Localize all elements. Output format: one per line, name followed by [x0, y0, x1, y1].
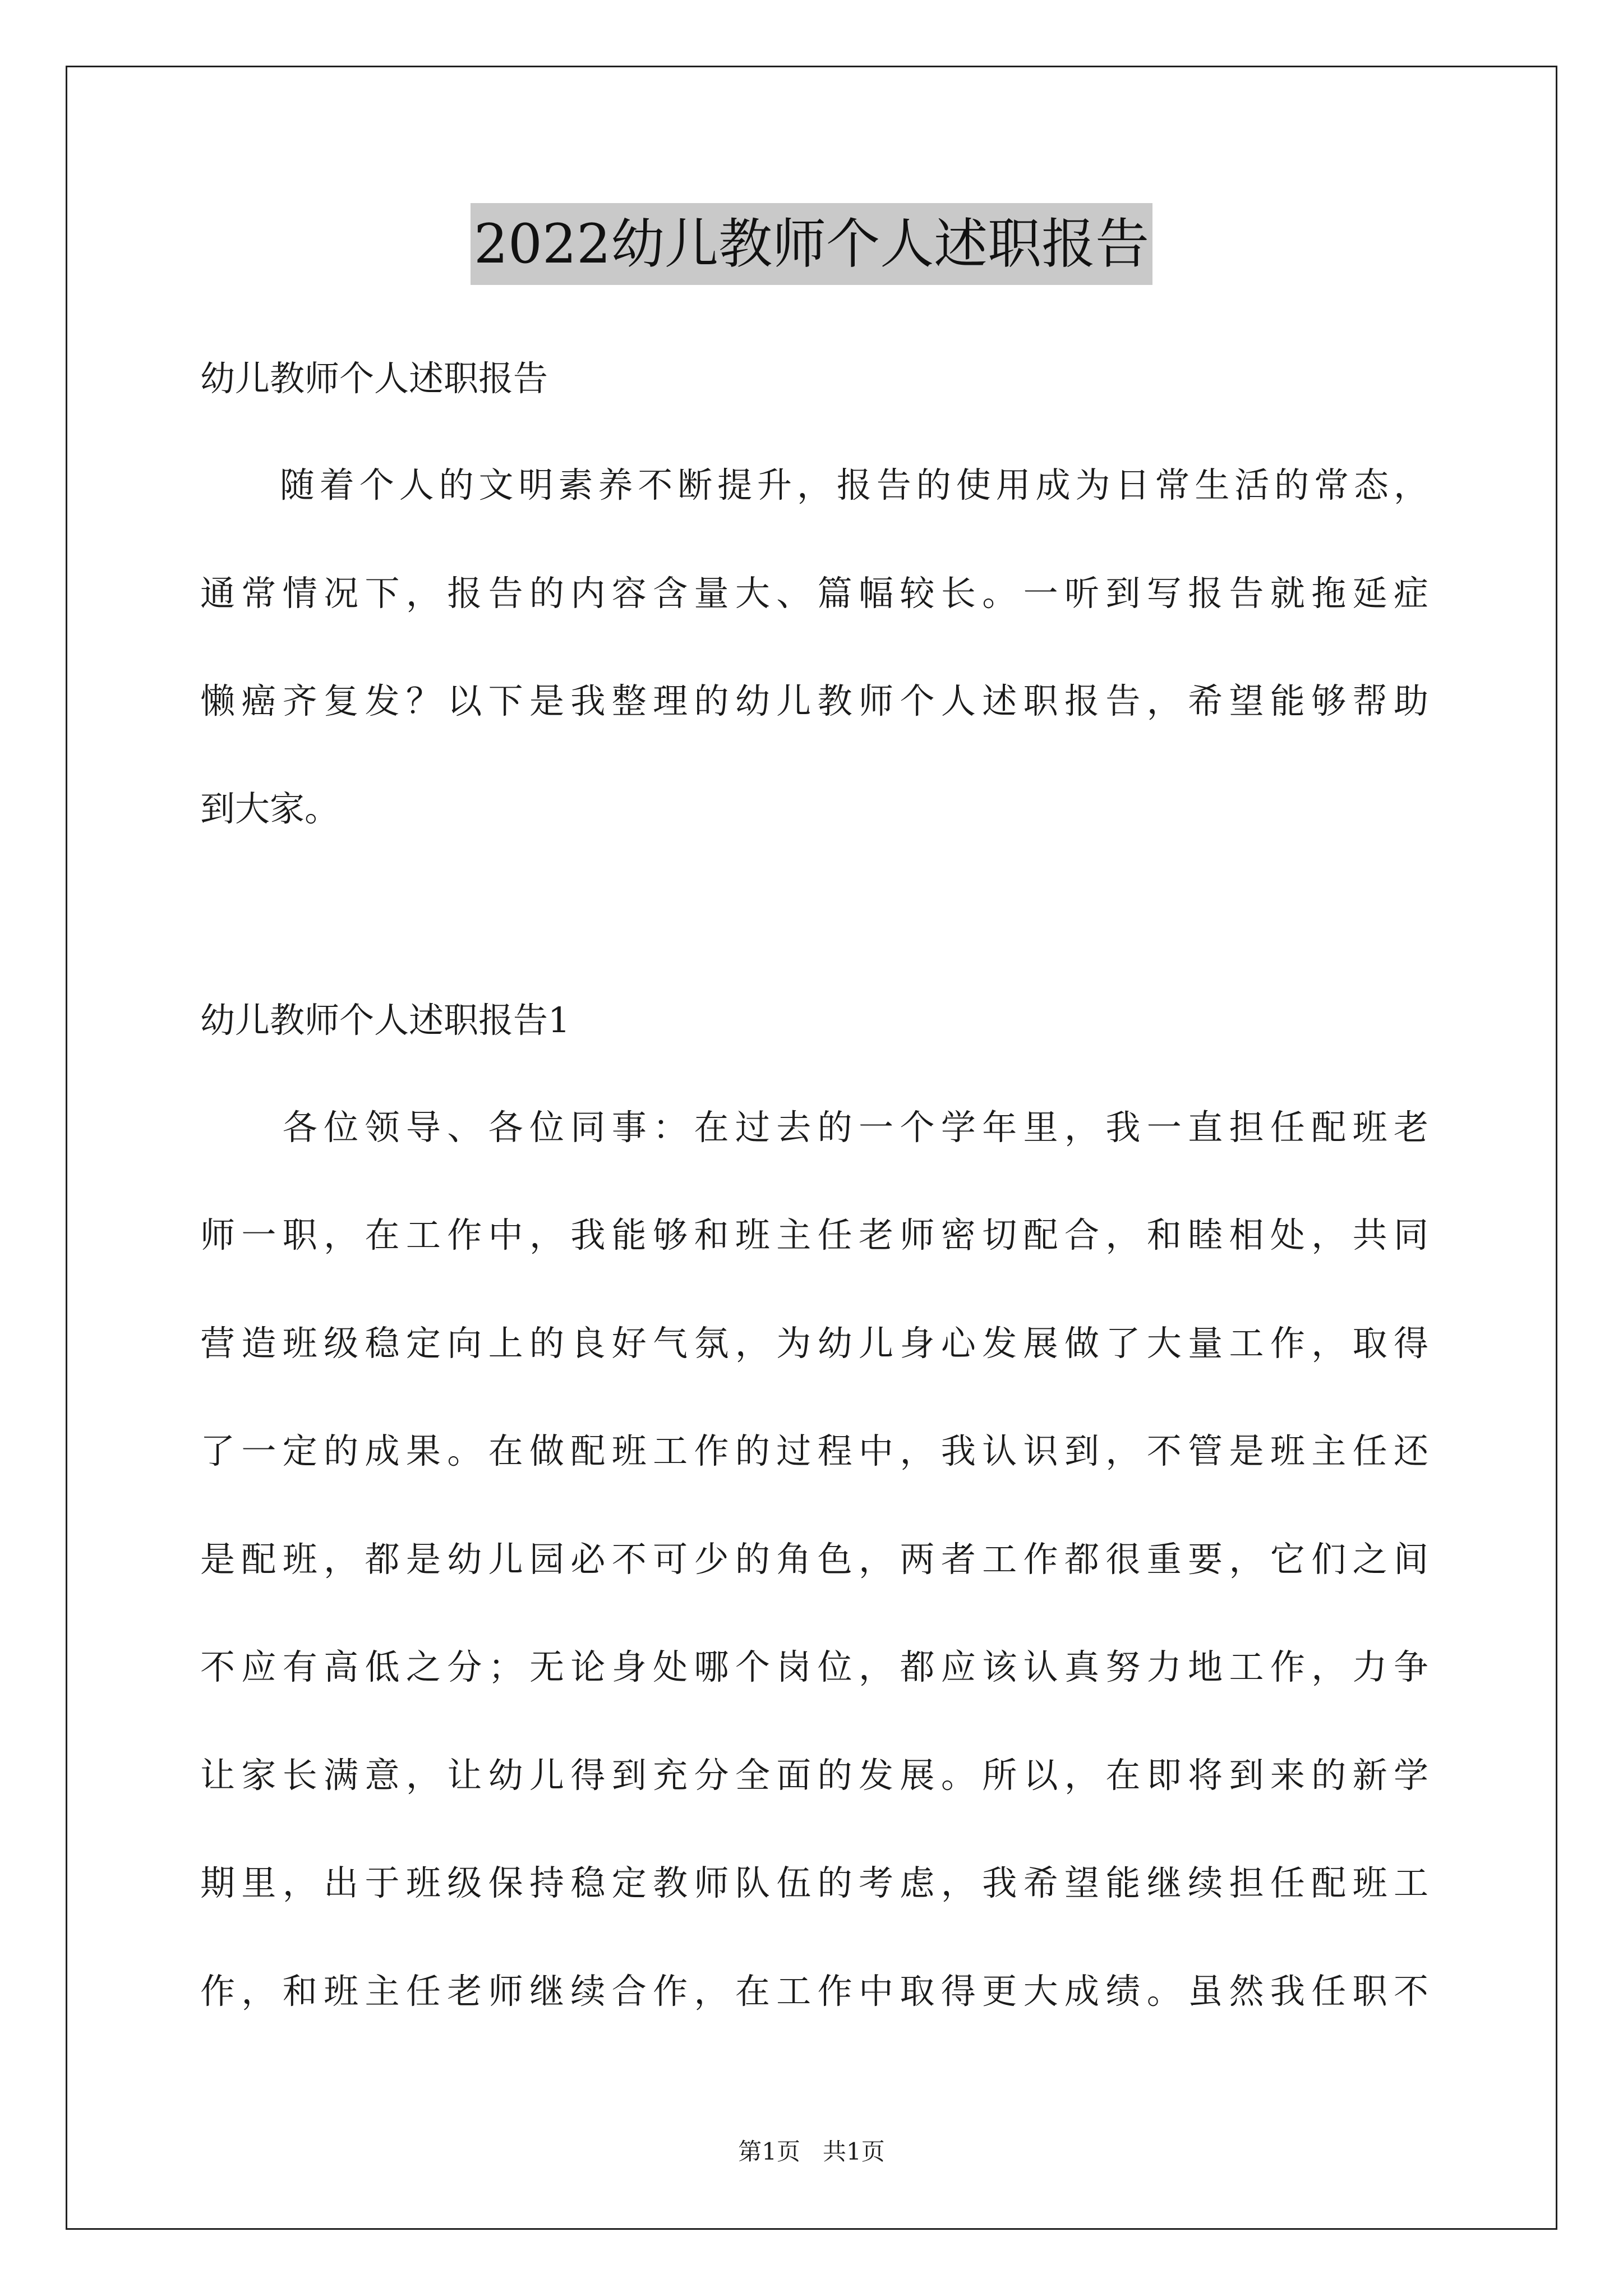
page-footer — [0, 2136, 1623, 2168]
body-line: 各位领导、各位同事：在过去的一个学年里，我一直担任配班老 — [200, 1107, 1428, 1148]
body-line: 不应有高低之分；无论身处哪个岗位，都应该认真努力地工作，力争 — [200, 1646, 1428, 1687]
intro-line: 到大家。 — [200, 788, 340, 829]
page-number: 第1页 — [738, 2138, 800, 2165]
body-line: 让家长满意，让幼儿得到充分全面的发展。所以，在即将到来的新学 — [200, 1755, 1428, 1796]
document-title: 2022幼儿教师个人述职报告 — [471, 203, 1152, 285]
document-subtitle: 幼儿教师个人述职报告 — [200, 358, 548, 399]
body-line: 师一职，在工作中，我能够和班主任老师密切配合，和睦相处，共同 — [200, 1214, 1428, 1255]
section-heading: 幼儿教师个人述职报告1 — [200, 1000, 570, 1041]
body-line: 营造班级稳定向上的良好气氛，为幼儿身心发展做了大量工作，取得 — [200, 1323, 1428, 1364]
body-line: 作，和班主任老师继续合作，在工作中取得更大成绩。虽然我任职不 — [200, 1971, 1428, 2012]
body-line: 是配班，都是幼儿园必不可少的角色，两者工作都很重要，它们之间 — [200, 1539, 1428, 1580]
intro-line: 通常情况下，报告的内容含量大、篇幅较长。一听到写报告就拖延症 — [200, 573, 1428, 614]
title-container — [0, 203, 1623, 285]
intro-line: 随着个人的文明素养不断提升，报告的使用成为日常生活的常态， — [200, 464, 1428, 505]
page-total: 共1页 — [823, 2138, 885, 2165]
intro-line: 懒癌齐复发？以下是我整理的幼儿教师个人述职报告，希望能够帮助 — [200, 680, 1428, 721]
body-line: 了一定的成果。在做配班工作的过程中，我认识到，不管是班主任还 — [200, 1430, 1428, 1471]
body-line: 期里，出于班级保持稳定教师队伍的考虑，我希望能继续担任配班工 — [200, 1862, 1428, 1903]
